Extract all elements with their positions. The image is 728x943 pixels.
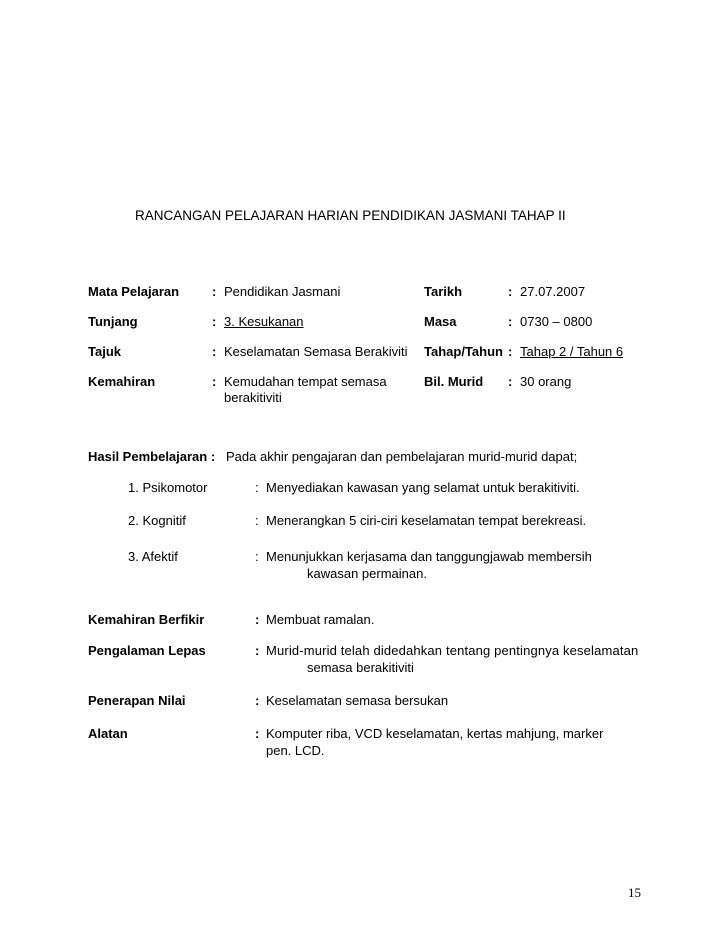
alatan-label: Alatan [88,726,128,741]
bil-murid-label: Bil. Murid [424,374,484,389]
tarikh-label: Tarikh [424,284,463,299]
hasil-pembelajaran-intro: Pada akhir pengajaran dan pembelajaran murid-murid dapat; [226,449,578,464]
colon: : [212,374,217,389]
masa-label: Masa [424,314,457,329]
kemahiran-value-line2: berakitiviti [224,390,282,405]
afektif-label: 3. Afektif [128,549,178,564]
colon: : [508,344,513,359]
masa-value: 0730 – 0800 [520,314,593,329]
kemahiran-value-line1: Kemudahan tempat semasa [224,374,387,389]
tarikh-value: 27.07.2007 [520,284,586,299]
colon: : [212,284,217,299]
colon: : [255,643,260,658]
tunjang-label: Tunjang [88,314,138,329]
page-number: 15 [628,885,641,900]
psikomotor-label: 1. Psikomotor [128,480,208,495]
colon: : [255,549,259,564]
pengalaman-lepas-value-line2: semasa berakitiviti [307,660,414,675]
colon: : [255,513,259,528]
kemahiran-berfikir-label: Kemahiran Berfikir [88,612,205,627]
tajuk-value: Keselamatan Semasa Berakiviti [224,344,408,359]
kemahiran-berfikir-value: Membuat ramalan. [266,612,375,627]
afektif-value-line2: kawasan permainan. [307,566,427,581]
psikomotor-value: Menyediakan kawasan yang selamat untuk berakitiviti. [266,480,580,495]
colon: : [508,284,513,299]
hasil-pembelajaran-label: Hasil Pembelajaran : [88,449,216,464]
colon: : [255,693,260,708]
kemahiran-label: Kemahiran [88,374,156,389]
colon: : [255,480,259,495]
pengalaman-lepas-value-line1: Murid-murid telah didedahkan tentang pentingnya keselamatan [266,643,639,658]
alatan-value-line1: Komputer riba, VCD keselamatan, kertas mahjung, marker [266,726,604,741]
page-title: RANCANGAN PELAJARAN HARIAN PENDIDIKAN JASMANI TAHAP II [135,208,566,223]
kognitif-value: Menerangkan 5 ciri-ciri keselamatan tempat berekreasi. [266,513,587,528]
colon: : [508,374,513,389]
alatan-value-line2: pen. LCD. [266,743,325,758]
colon: : [255,612,260,627]
tajuk-label: Tajuk [88,344,121,359]
bil-murid-value: 30 orang [520,374,572,389]
colon: : [255,726,260,741]
penerapan-nilai-label: Penerapan Nilai [88,693,186,708]
penerapan-nilai-value: Keselamatan semasa bersukan [266,693,449,708]
tahap-tahun-value: Tahap 2 / Tahun 6 [520,344,624,359]
kognitif-label: 2. Kognitif [128,513,186,528]
afektif-value-line1: Menunjukkan kerjasama dan tanggungjawab membersih [266,549,592,564]
mata-pelajaran-value: Pendidikan Jasmani [224,284,341,299]
tunjang-value: 3. Kesukanan [224,314,304,329]
colon: : [212,344,217,359]
tahap-tahun-label: Tahap/Tahun [424,344,503,359]
mata-pelajaran-label: Mata Pelajaran [88,284,180,299]
colon: : [212,314,217,329]
pengalaman-lepas-label: Pengalaman Lepas [88,643,206,658]
colon: : [508,314,513,329]
